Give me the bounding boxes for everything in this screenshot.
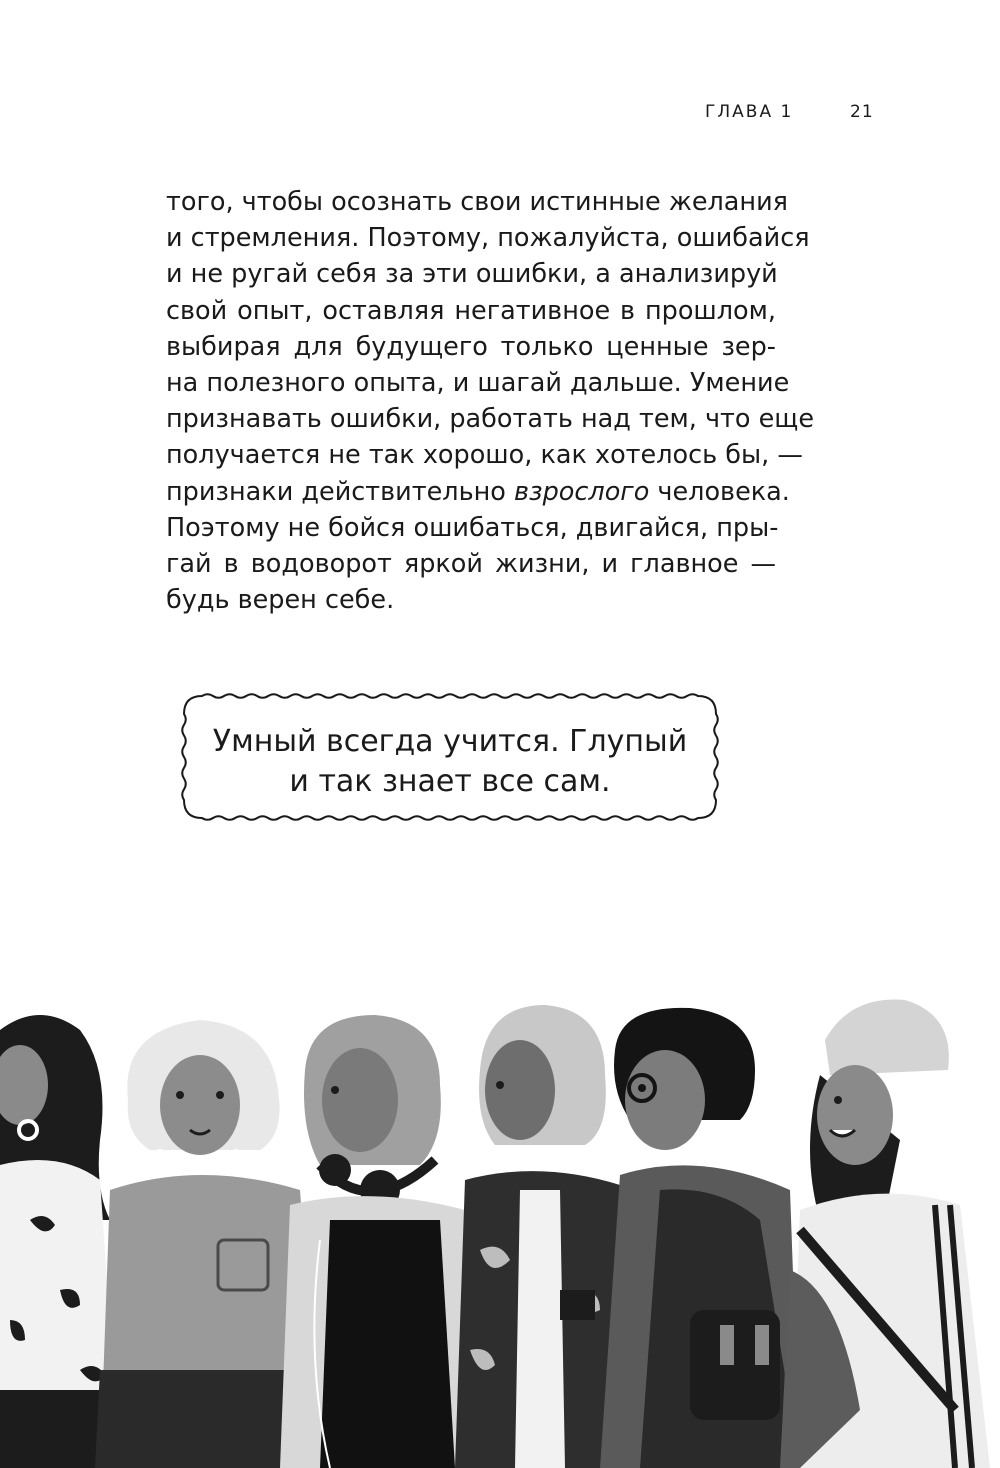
person-illustration xyxy=(780,1000,990,1468)
quote-line: и так знает все сам. xyxy=(289,764,611,799)
page-header xyxy=(0,96,1000,136)
quote-line: Умный всегда учится. Глупый xyxy=(212,724,688,759)
people-illustration xyxy=(0,990,1000,1468)
text-segment: человека. xyxy=(657,476,790,507)
quote-callout xyxy=(176,688,724,826)
text-line: будь верен себе. xyxy=(166,585,395,616)
text-line: свой опыт, оставляя негативное в прошлом, xyxy=(166,295,776,326)
text-line: Поэтому не бойся ошибаться, двигайся, пры- xyxy=(166,512,779,543)
text-line: получается не так хорошо, как хотелось бы, — xyxy=(166,440,803,471)
person-illustration xyxy=(280,1015,480,1468)
text-line: признавать ошибки, работать над тем, что еще xyxy=(166,404,815,435)
text-line: гай в водоворот яркой жизни, и главное — xyxy=(166,549,776,580)
text-line-with-emphasis xyxy=(166,474,790,510)
text-line: и не ругай себя за эти ошибки, а анализируй xyxy=(166,259,778,290)
page-number: 21 xyxy=(850,102,874,122)
body-paragraph xyxy=(166,184,815,618)
text-line: того, чтобы осознать свои истинные желания xyxy=(166,187,789,217)
chapter-title: ГЛАВА 1 xyxy=(705,102,794,122)
emphasized-word: взрослого xyxy=(514,476,650,507)
quote-text xyxy=(176,722,724,802)
text-segment: признаки действительно xyxy=(166,476,506,507)
text-line: на полезного опыта, и шагай дальше. Умение xyxy=(166,368,790,399)
text-line: и стремления. Поэтому, пожалуйста, ошибайся xyxy=(166,223,810,254)
text-line: выбирая для будущего только ценные зер- xyxy=(166,331,776,362)
